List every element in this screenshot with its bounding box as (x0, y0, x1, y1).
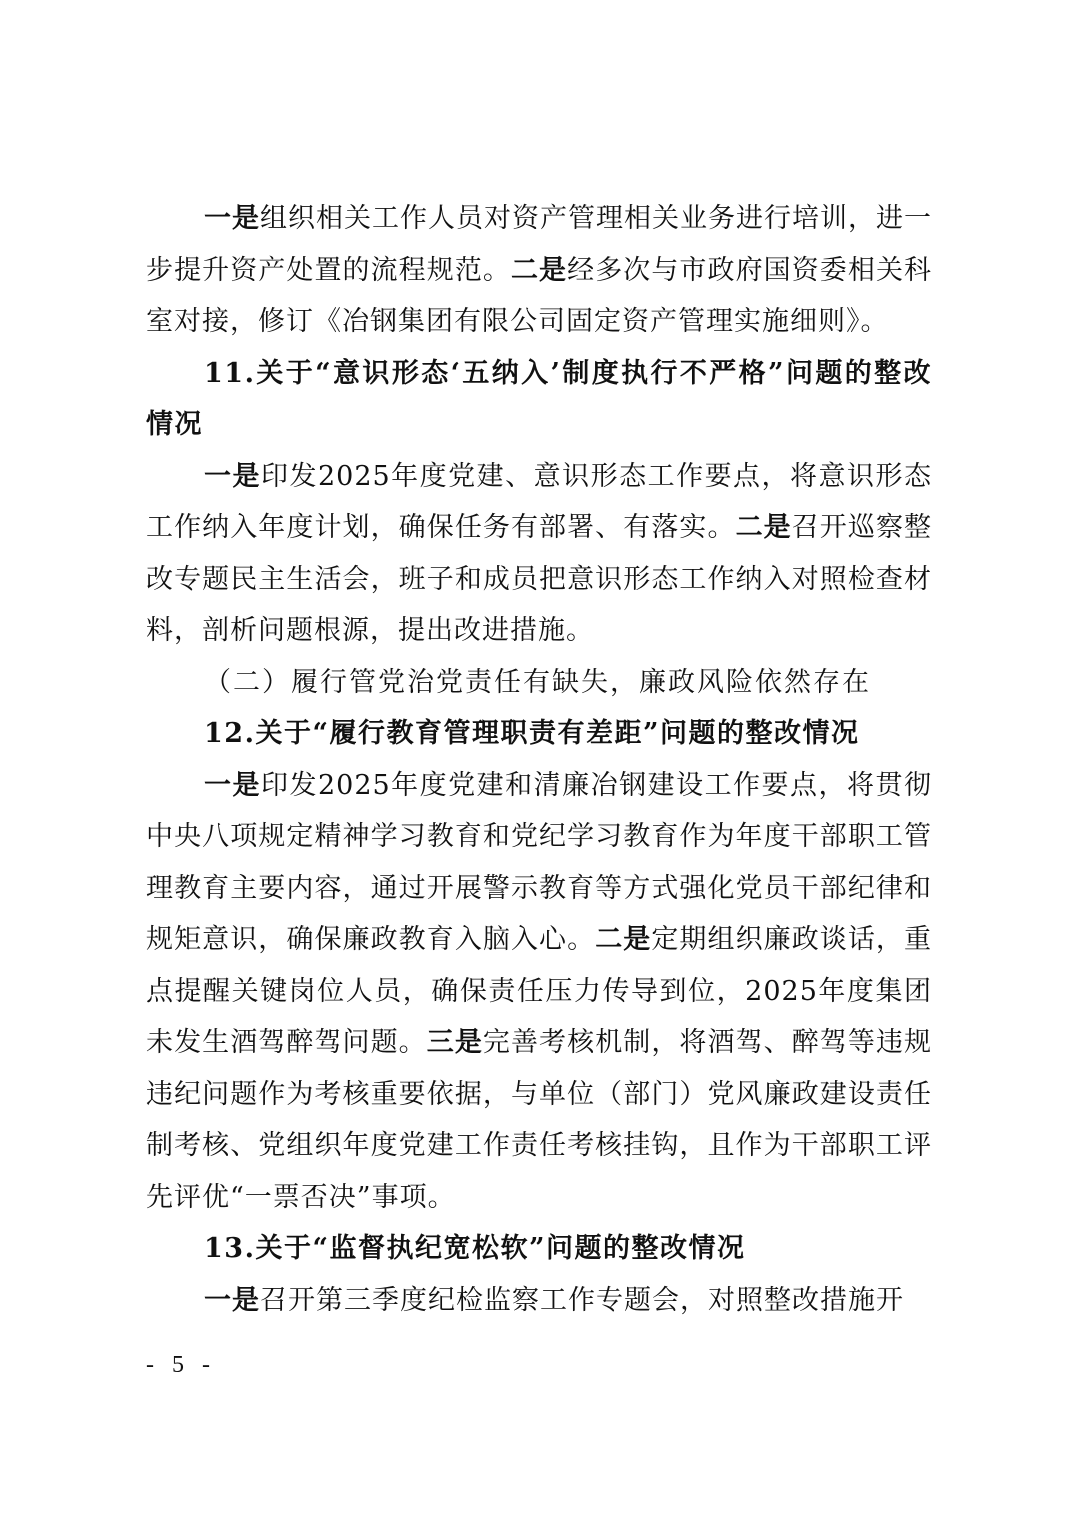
heading-item-12: 12.关于“履行教育管理职责有差距”问题的整改情况 (204, 718, 860, 749)
lead-term: 一是 (204, 769, 261, 801)
lead-term: 一是 (204, 460, 261, 492)
paragraph-text: 组织相关工作人员对资产管理相关业务进行培训，进一步提升资产处置的流程规范。 (146, 203, 932, 286)
paragraph-text: 印发2025年度党建、意识形态工作要点，将意识形态工作纳入年度计划，确保任务有部署、有落实。 (146, 460, 932, 543)
paragraph-text: 经多次与市政府国资委相关科室对接，修订《冶钢集团有限公司固定资产管理实施细则》。 (146, 254, 933, 337)
paragraph-text: 召开第三季度纪检监察工作专题会，对照整改措施开 (260, 1284, 904, 1316)
lead-term: 二是 (595, 924, 652, 955)
lead-term: 三是 (426, 1027, 483, 1058)
paragraph-asset-management (146, 193, 932, 348)
paragraph-text: 完善考核机制，将酒驾、醉驾等违规违纪问题作为考核重要依据，与单位（部门）党风廉政建设责任制考核、党组织年度党建工作责任考核挂钩，且作为干部职工评先评优“一票否决”事项。 (146, 1027, 933, 1213)
paragraph-supervision (146, 1275, 932, 1327)
lead-term: 一是 (204, 203, 260, 234)
document-body (146, 193, 932, 1326)
paragraph-education (146, 760, 932, 1224)
paragraph-text: 定期组织廉政谈话，重点提醒关键岗位人员，确保责任压力传导到位，2025年度集团未发生酒驾醉驾问题。 (146, 924, 933, 1058)
page-number: - 5 - (146, 1352, 216, 1378)
paragraph-text: 召开巡察整改专题民主生活会，班子和成员把意识形态工作纳入对照检查材料，剖析问题根源，提出改进措施。 (146, 512, 933, 646)
heading-item-11: 11.关于“意识形态‘五纳入’制度执行不严格”问题的整改情况 (146, 357, 932, 440)
paragraph-text: 印发2025年度党建和清廉冶钢建设工作要点，将贯彻中央八项规定精神学习教育和党纪学习教育作为年度干部职工管理教育主要内容，通过开展警示教育等方式强化党员干部纪律和规矩意识，确保廉政教育入脑入心。 (146, 769, 932, 955)
lead-term: 二是 (735, 512, 792, 543)
heading-item-13: 13.关于“监督执纪宽松软”问题的整改情况 (204, 1233, 746, 1264)
lead-term: 二是 (510, 254, 568, 286)
paragraph-ideology (146, 451, 932, 657)
section-heading-2: （二）履行管党治党责任有缺失，廉政风险依然存在 (204, 666, 871, 698)
lead-term: 一是 (204, 1284, 260, 1316)
